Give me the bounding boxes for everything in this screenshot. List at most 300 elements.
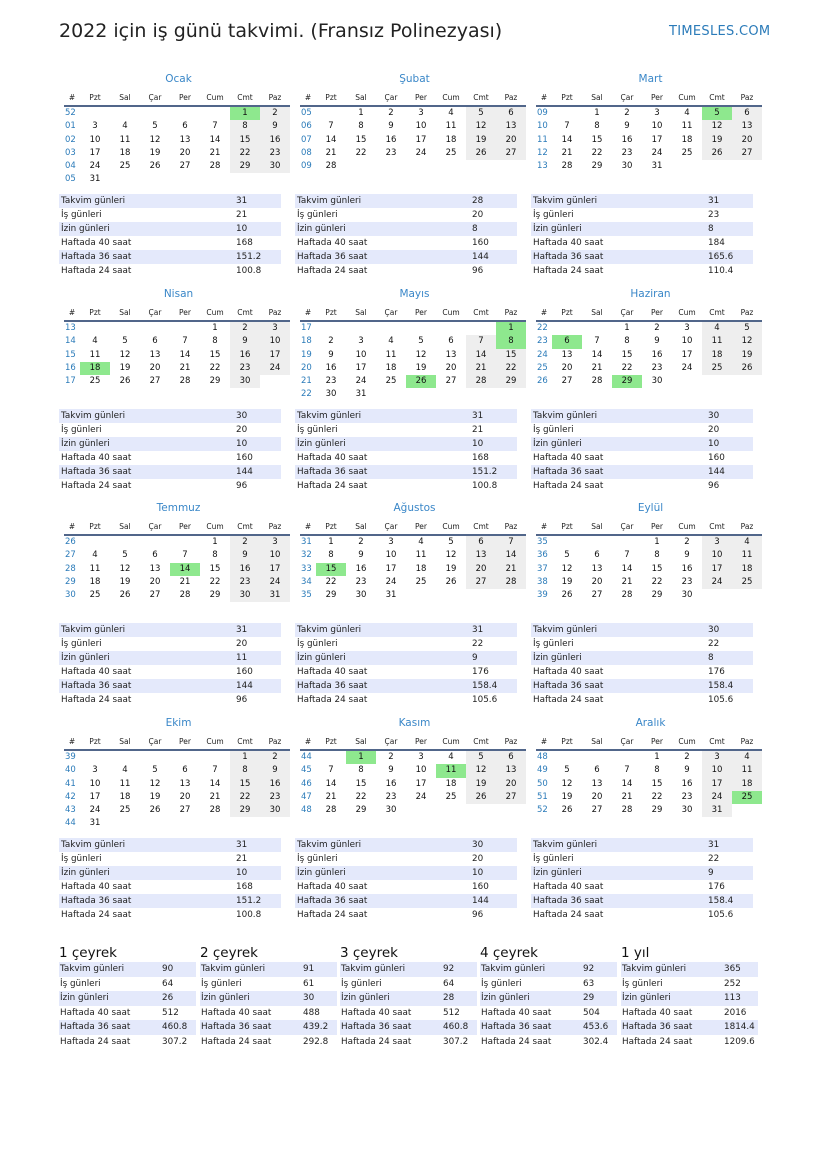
day-cell: 19 [415,362,427,373]
stat-label: Haftada 40 saat [481,1007,552,1018]
day-cell: 7 [564,121,570,132]
day-cell: 12 [149,134,161,145]
stat-label: İş günleri [61,854,102,864]
stat-value: 20 [708,425,720,435]
stat-row [59,423,281,437]
day-cell: 1 [230,751,260,764]
weekday-header: Çar [140,519,170,536]
empty-cell [436,322,466,335]
stat-label: İş günleri [533,854,574,864]
weekday-header: # [300,305,316,322]
day-cell: 10 [702,549,732,562]
stat-value: 160 [236,667,253,677]
weekday-header: Sal [110,734,140,751]
day-cell: 16 [230,563,260,576]
month-grid [536,90,753,173]
day-cell: 21 [179,576,191,587]
day-cell: 3 [684,323,690,333]
summary-row [480,1035,617,1050]
day-cell: 11 [119,778,131,789]
stat-row [531,409,753,423]
day-cell: 30 [355,590,367,601]
day-cell: 23 [355,576,367,587]
stat-label: İş günleri [201,978,242,989]
weekday-header: Pzt [80,519,110,536]
day-cell: 20 [466,563,496,576]
empty-cell [110,751,140,764]
weekday-header: Cmt [466,734,496,751]
day-cell: 29 [209,590,221,601]
day-cell: 14 [170,563,200,576]
week-number: 23 [537,336,548,347]
week-number: 25 [537,362,548,373]
day-cell: 30 [260,160,290,173]
day-cell: 16 [230,349,260,362]
week-number: 02 [65,134,76,145]
day-cell: 21 [496,563,526,576]
stat-label: Haftada 36 saat [297,467,368,477]
month-calendar [64,72,281,187]
stat-value: 20 [236,425,248,435]
stat-label: İzin günleri [61,439,110,449]
week-number: 33 [301,563,312,574]
stat-label: İzin günleri [297,224,346,234]
weekday-header: Cmt [702,90,732,107]
day-cell: 22 [496,362,526,375]
week-number: 30 [65,590,76,601]
stat-row [295,908,517,922]
summary-block [621,944,758,1049]
stat-value: 151.2 [236,252,262,262]
stat-value: 113 [724,993,741,1003]
weekday-header: Sal [346,519,376,536]
week-number: 27 [65,550,76,561]
weekday-header: Cum [200,519,230,536]
stat-value: 151.2 [472,467,498,477]
stat-label: Takvim günleri [533,196,598,206]
empty-cell [110,536,140,549]
stat-row [59,208,281,222]
day-cell: 10 [702,764,732,777]
stat-value: 158.4 [708,681,734,691]
day-cell: 6 [448,336,454,347]
stat-value: 110.4 [708,266,734,276]
weekday-header: Cmt [702,305,732,322]
day-cell: 18 [445,134,457,145]
week-number: 12 [537,147,548,158]
weekday-header: # [536,734,552,751]
empty-cell [170,322,200,335]
stat-label: Haftada 24 saat [533,266,604,276]
summary-row [480,991,617,1006]
weekday-header: Çar [140,734,170,751]
weekday-header: Cmt [466,519,496,536]
stat-label: İş günleri [341,978,382,989]
empty-cell [260,817,290,830]
week-number: 19 [301,349,312,360]
day-cell: 31 [651,161,663,172]
stat-value: 160 [236,453,253,463]
stat-value: 21 [236,854,248,864]
stat-value: 100.8 [236,266,262,276]
stat-value: 512 [162,1007,179,1018]
day-cell: 14 [591,349,603,360]
weekday-header: Paz [732,734,762,751]
stat-row [295,264,517,278]
day-cell: 18 [681,134,693,145]
day-cell: 26 [466,791,496,804]
stat-label: Haftada 40 saat [533,238,604,248]
empty-cell [170,536,200,549]
stat-value: 460.8 [162,1022,188,1032]
day-cell: 1 [212,323,218,333]
stat-row [59,866,281,880]
day-cell: 9 [230,549,260,562]
stat-row [59,693,281,707]
day-cell: 8 [212,336,218,347]
day-cell: 6 [552,335,582,348]
weekday-header: Cum [200,305,230,322]
day-cell: 24 [702,576,732,589]
stat-label: İzin günleri [341,993,390,1003]
day-cell: 26 [149,805,161,816]
summary-row [340,991,477,1006]
weekday-header: Pzt [552,734,582,751]
stat-value: 151.2 [236,896,262,906]
empty-cell [110,173,140,186]
day-cell: 12 [561,778,573,789]
day-cell: 23 [230,576,260,589]
weekday-header: # [300,734,316,751]
stat-label: Haftada 24 saat [533,481,604,491]
day-cell: 12 [466,120,496,133]
stat-value: 22 [472,639,484,649]
stat-row [59,665,281,679]
empty-cell [80,751,110,764]
day-cell: 31 [89,818,101,829]
stat-row [295,866,517,880]
stat-row [295,894,517,908]
weekday-header: Cmt [702,734,732,751]
empty-cell [316,751,346,764]
weekday-header: Sal [582,519,612,536]
day-cell: 28 [621,590,633,601]
empty-cell [466,388,496,401]
day-cell: 9 [358,550,364,561]
stat-label: Haftada 40 saat [201,1007,272,1018]
stat-row [531,651,753,665]
stat-value: 22 [708,639,720,649]
stat-value: 1814.4 [724,1022,755,1032]
weekday-header: Per [642,90,672,107]
day-cell: 7 [212,121,218,132]
day-cell: 12 [119,563,131,574]
stat-value: 8 [708,653,714,663]
stat-label: İzin günleri [60,993,109,1003]
month-stats [295,838,517,922]
day-cell: 29 [651,805,663,816]
stat-row [59,880,281,894]
day-cell: 19 [561,576,573,587]
day-cell: 23 [385,147,397,158]
stat-label: Haftada 36 saat [297,681,368,691]
weekday-header: Cmt [230,305,260,322]
stat-value: 1209.6 [724,1036,755,1047]
day-cell: 11 [89,563,101,574]
week-number: 39 [537,590,548,601]
stat-row [295,222,517,236]
day-cell: 3 [92,765,98,776]
stat-label: İzin günleri [201,993,250,1003]
stat-label: Haftada 36 saat [297,252,368,262]
day-cell: 13 [149,349,161,360]
stat-value: 10 [472,868,484,878]
day-cell: 9 [260,120,290,133]
stat-row [531,264,753,278]
day-cell: 30 [385,805,397,816]
stat-row [531,838,753,852]
day-cell: 17 [260,563,290,576]
stat-label: İş günleri [622,978,663,989]
stat-label: Haftada 36 saat [341,1022,412,1032]
stat-label: İzin günleri [61,224,110,234]
day-cell: 26 [702,147,732,160]
day-cell: 2 [684,537,690,547]
stat-row [59,222,281,236]
stat-value: 61 [303,978,315,989]
day-cell: 17 [415,134,427,145]
day-cell: 18 [702,349,732,362]
day-cell: 13 [179,134,191,145]
month-grid [64,90,281,187]
month-name: Mayıs [399,288,430,300]
day-cell: 21 [591,362,603,373]
month-stats [295,409,517,493]
day-cell: 18 [119,791,131,802]
day-cell: 10 [651,121,663,132]
day-cell: 23 [651,362,663,373]
day-cell: 30 [681,590,693,601]
day-cell: 6 [594,550,600,561]
stat-label: Haftada 36 saat [533,467,604,477]
stat-label: Haftada 36 saat [61,467,132,477]
day-cell: 15 [355,134,367,145]
stat-value: 105.6 [472,695,498,705]
day-cell: 11 [732,549,762,562]
summary-row [200,1006,337,1021]
day-cell: 5 [152,121,158,132]
week-number: 16 [65,362,76,373]
month-stats [531,409,753,493]
day-cell: 4 [388,336,394,347]
day-cell: 13 [179,778,191,789]
stat-value: 31 [236,196,248,206]
day-cell: 14 [496,549,526,562]
day-cell: 1 [358,108,364,118]
day-cell: 20 [561,362,573,373]
summary-row [59,1006,196,1021]
stat-row [531,222,753,236]
day-cell: 9 [684,550,690,561]
stat-row [295,451,517,465]
day-cell: 20 [496,778,526,791]
day-cell: 15 [355,778,367,789]
day-cell: 28 [466,375,496,388]
month-name: Kasım [398,717,431,729]
weekday-header: # [536,519,552,536]
stat-label: Haftada 40 saat [341,1007,412,1018]
stat-label: Haftada 40 saat [61,882,132,892]
stat-label: Haftada 24 saat [481,1036,552,1047]
day-cell: 31 [260,589,290,602]
day-cell: 5 [466,751,496,764]
stat-row [59,479,281,493]
day-cell: 15 [651,778,663,789]
empty-cell [496,388,526,401]
weekday-header: Paz [260,90,290,107]
empty-cell [140,817,170,830]
week-number: 40 [65,765,76,776]
week-number: 06 [301,121,312,132]
stat-label: İzin günleri [61,868,110,878]
day-cell: 29 [230,804,260,817]
stat-value: 28 [443,993,455,1003]
empty-cell [552,536,582,549]
stat-value: 92 [443,964,455,974]
stat-value: 29 [583,993,595,1003]
week-number: 18 [301,336,312,347]
day-cell: 27 [561,376,573,387]
stat-value: 10 [472,439,484,449]
week-number: 01 [65,121,76,132]
month-calendar [64,501,281,602]
stat-row [59,437,281,451]
stat-value: 144 [236,467,253,477]
day-cell: 12 [149,778,161,789]
day-cell: 23 [385,791,397,802]
stat-row [295,665,517,679]
stat-value: 365 [724,964,741,974]
day-cell: 9 [230,335,260,348]
empty-cell [80,107,110,120]
empty-cell [496,589,526,602]
stat-row [59,894,281,908]
day-cell: 8 [358,121,364,132]
weekday-header: Per [170,519,200,536]
stat-label: İzin günleri [533,439,582,449]
day-cell: 18 [732,563,762,576]
stat-label: İş günleri [297,210,338,220]
month-calendar [536,501,753,602]
stat-row [295,250,517,264]
stat-label: Takvim günleri [341,964,406,974]
day-cell: 12 [445,550,457,561]
empty-cell [672,160,702,173]
day-cell: 21 [325,791,337,802]
day-cell: 9 [260,764,290,777]
month-calendar [536,287,753,388]
weekday-header: # [536,305,552,322]
day-cell: 19 [466,778,496,791]
day-cell: 12 [702,120,732,133]
day-cell: 17 [415,778,427,789]
empty-cell [170,751,200,764]
stat-value: 504 [583,1007,600,1018]
weekday-header: # [300,519,316,536]
summary-row [340,977,477,992]
day-cell: 27 [732,147,762,160]
stat-label: Haftada 24 saat [297,695,368,705]
summary-row [340,962,477,977]
brand-link[interactable]: TIMESLES.COM [669,24,771,39]
stat-row [531,679,753,693]
day-cell: 2 [358,537,364,547]
day-cell: 20 [179,791,191,802]
summary-row [340,1020,477,1035]
month-grid [300,519,517,602]
empty-cell [552,322,582,335]
month-calendar [536,72,753,173]
weekday-header: Pzt [552,90,582,107]
stat-label: Takvim günleri [201,964,266,974]
day-cell: 26 [561,590,573,601]
day-cell: 1 [230,107,260,120]
empty-cell [316,322,346,335]
stat-row [531,908,753,922]
weekday-header: Per [642,519,672,536]
empty-cell [702,375,732,388]
day-cell: 3 [260,322,290,335]
summary-row [59,991,196,1006]
day-cell: 1 [624,323,630,333]
stat-value: 105.6 [708,695,734,705]
day-cell: 28 [325,161,337,172]
stat-value: 176 [708,667,725,677]
stat-value: 307.2 [443,1036,469,1047]
day-cell: 19 [119,576,131,587]
stat-label: Takvim günleri [61,840,126,850]
day-cell: 5 [702,107,732,120]
stat-value: 63 [583,978,595,989]
weekday-header: Cum [436,305,466,322]
day-cell: 8 [230,764,260,777]
week-number: 09 [537,108,548,118]
empty-cell [612,536,642,549]
day-cell: 20 [445,362,457,373]
day-cell: 15 [209,563,221,574]
day-cell: 27 [591,590,603,601]
stat-label: Haftada 40 saat [297,453,368,463]
stat-value: 439.2 [303,1022,329,1032]
day-cell: 22 [355,791,367,802]
weekday-header: Çar [140,305,170,322]
stat-value: 11 [236,653,248,663]
day-cell: 16 [355,563,367,574]
day-cell: 2 [388,752,394,762]
stat-label: Haftada 40 saat [61,667,132,677]
stat-label: Takvim günleri [622,964,687,974]
summary-row [59,962,196,977]
week-number: 52 [65,108,76,118]
stat-value: 31 [472,411,484,421]
stat-row [295,651,517,665]
day-cell: 20 [149,576,161,587]
day-cell: 10 [415,765,427,776]
day-cell: 16 [325,362,337,373]
week-number: 48 [537,752,548,762]
week-number: 05 [65,174,76,185]
month-stats [59,838,281,922]
